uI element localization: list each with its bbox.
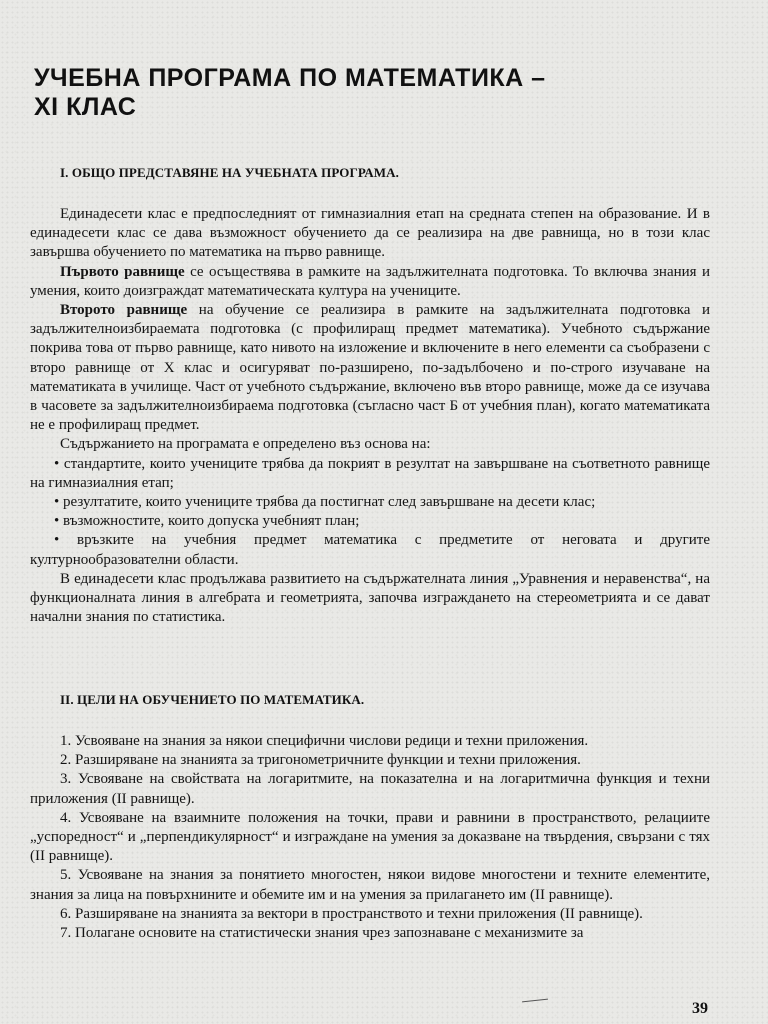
paragraph: Съдържанието на програмата е определено въз основа на:	[60, 436, 431, 453]
bullet-item: • резултатите, които учениците трябва да постигнат след завършване на десети клас;	[30, 493, 710, 512]
page-title	[34, 64, 614, 122]
bold-term: Първото равнище	[60, 263, 185, 280]
goal-item: 5. Усвояване на знания за понятието многостен, някои видове многостени и техните елементите, знания за лица на повърхнините и обемите им и на умения за прилагането им (II равнище).	[30, 867, 710, 903]
goal-item: 2. Разширяване на знанията за тригонометричните функции и техни приложения.	[60, 752, 581, 769]
goal-item: 6. Разширяване на знанията за вектори в пространството и техни приложения (II равнище).	[60, 905, 643, 922]
bold-term: Второто равнище	[60, 302, 188, 319]
page-title-line-1: УЧЕБНА ПРОГРАМА ПО МАТЕМАТИКА –	[34, 64, 546, 92]
paragraph: Единадесети клас е предпоследният от гимназиалния етап на средната степен на образование. И в единадесети клас се дава възможност обучението да се реализира на две равнища, но в този клас завършва обучението по математика на първо равнище.	[30, 206, 710, 261]
bullet-item: • стандартите, които учениците трябва да покрият в резултат на завършване на съответното равнище на гимназиалния етап;	[30, 455, 710, 493]
page-title-line-2: XI КЛАС	[34, 93, 137, 121]
goal-item: 1. Усвояване на знания за някои специфични числови редици и техни приложения.	[60, 733, 589, 749]
section-heading-goals: II. ЦЕЛИ НА ОБУЧЕНИЕТО ПО МАТЕМАТИКА.	[60, 692, 365, 707]
paragraph	[30, 301, 710, 435]
paragraph	[30, 263, 710, 301]
bullet-item: • връзките на учебния предмет математика с предметите от неговата и другите културнообразователни области.	[30, 531, 710, 569]
goal-item: 3. Усвояване на свойствата на логаритмите, на показателна и на логаритмична функция и техни приложения (II равнище).	[30, 771, 710, 807]
paragraph-text: се осъществява в рамките на задължителната подготовка. То включва знания и умения, които доизграждат математическата култура на учениците.	[30, 263, 710, 299]
section-goals-body	[30, 732, 710, 943]
goal-item: 4. Усвояване на взаимните положения на точки, прави и равнини в пространството, релациите „успоредност“ и „перпендикулярност“ и изграждане на умения за доказване на твърдения, свързани с тях (II равнище).	[30, 809, 710, 865]
section-heading-overview: I. ОБЩО ПРЕДСТАВЯНЕ НА УЧЕБНАТА ПРОГРАМА.	[60, 165, 399, 180]
bullet-item: • възможностите, които допуска учебният план;	[30, 512, 710, 531]
paragraph-text: на обучение се реализира в рамките на задължителната подготовка и задължителноизбираемата подготовка (с профилиращ предмет математика). Учебното съдържание покрива това от първо равнище, като нивото на изложение и включените в него елементи са съобразени с второ равнище от X клас и осигуряват по-разширено, по-задълбочено и по-строго изучаване на математиката в училище. Част от учебното съдържание, включено във второ равнище, може да се изучава в часовете за задължителноизбираема подготовка (съгласно част Б от учебния план), когато математиката не е профилиращ предмет.	[30, 302, 710, 434]
section-overview-body	[30, 205, 710, 627]
pen-mark	[522, 999, 548, 1003]
goal-item: 7. Полагане основите на статистически знания чрез запознаване с механизмите за	[60, 925, 584, 942]
page-number: 39	[692, 1000, 708, 1017]
paragraph: В единадесети клас продължава развитието на съдържателната линия „Уравнения и неравенства“, на функционалната линия в алгебрата и геометрията, започва изграждането на стереометрията и се дават начални знания по статистика.	[30, 570, 710, 626]
